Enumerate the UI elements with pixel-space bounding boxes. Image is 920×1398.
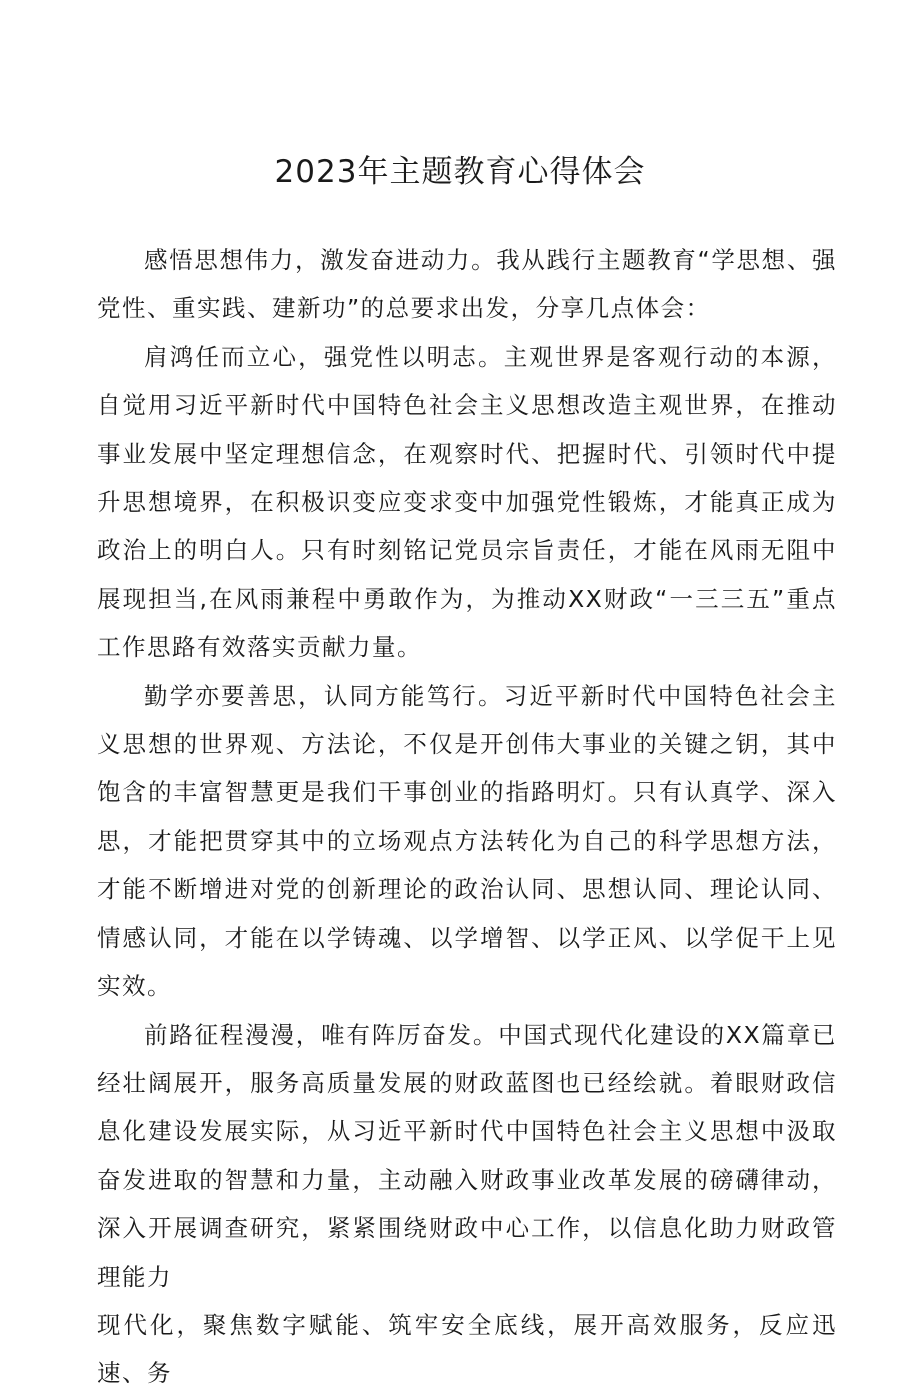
document-body	[97, 236, 837, 1398]
paragraph-intro: 感悟思想伟力，激发奋进动力。我从践行主题教育“学思想、强党性、重实践、建新功”的总要求出发，分享几点体会：	[97, 246, 837, 323]
paragraph-continuation: 现代化，聚焦数字赋能、筑牢安全底线，展开高效服务，反应迅速、务	[97, 1310, 837, 1388]
paragraph-journey-ahead: 前路征程漫漫，唯有阵厉奋发。中国式现代化建设的XX篇章已经壮阔展开，服务高质量发展的财政蓝图也已经绘就。着眼财政信息化建设发展实际，从习近平新时代中国特色社会主义思想中汲取奋发进取的智慧和力量，主动融入财政事业改革发展的磅礴律动，深入开展调查研究，紧紧围绕财政中心工作，以信息化助力财政管理能力	[97, 1020, 837, 1291]
document-title: 2023年主题教育心得体会	[274, 154, 646, 190]
paragraph-study-thinking: 勤学亦要善思，认同方能笃行。习近平新时代中国特色社会主义思想的世界观、方法论，不仅是开创伟大事业的关键之钥，其中饱含的丰富智慧更是我们干事创业的指路明灯。只有认真学、深入思，才能把贯穿其中的立场观点方法转化为自己的科学思想方法，才能不断增进对党的创新理论的政治认同、思想认同、理论认同、情感认同，才能在以学铸魂、以学增智、以学正风、以学促干上见实效。	[97, 681, 837, 1001]
paragraph-party-spirit: 肩鸿任而立心，强党性以明志。主观世界是客观行动的本源，自觉用习近平新时代中国特色社会主义思想改造主观世界，在推动事业发展中坚定理想信念，在观察时代、把握时代、引领时代中提升思想境界，在积极识变应变求变中加强党性锻炼，才能真正成为政治上的明白人。只有时刻铭记党员宗旨责任，才能在风雨无阻中展现担当,在风雨兼程中勇敢作为，为推动XX财政“一三三五”重点工作思路有效落实贡献力量。	[97, 342, 837, 662]
